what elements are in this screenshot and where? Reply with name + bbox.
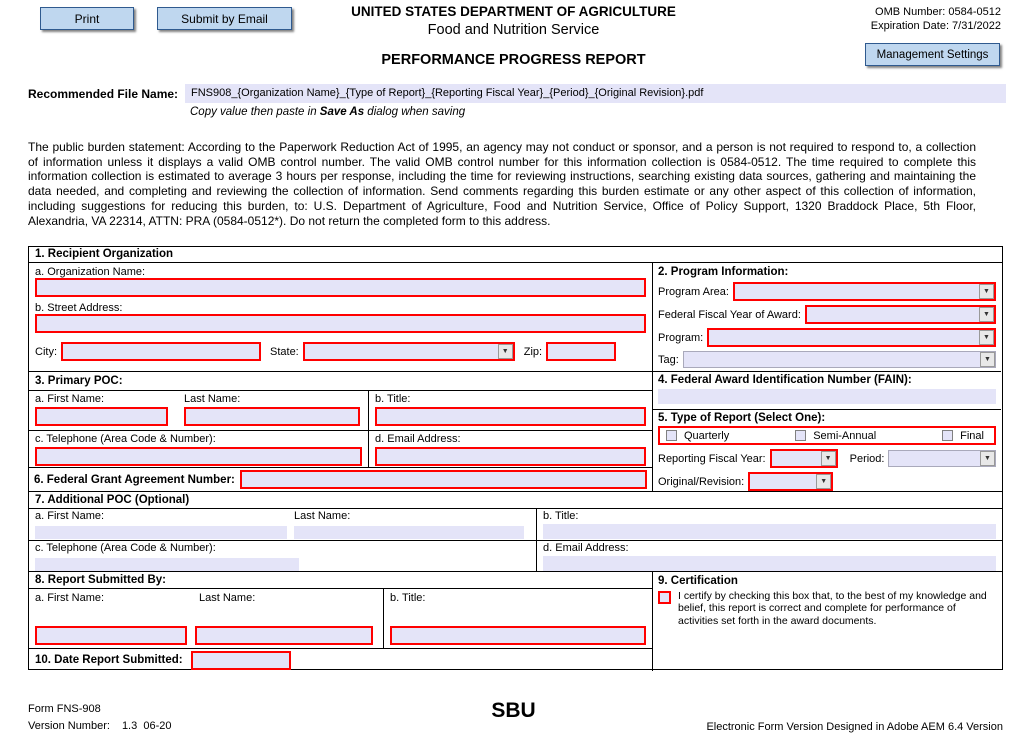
recommended-file-name-label: Recommended File Name: [28, 87, 179, 101]
bottom-left-column [29, 572, 652, 671]
section1-title: 1. Recipient Organization [29, 247, 1002, 263]
section-date-report-submitted [29, 648, 652, 671]
primary-poc-grid [29, 391, 652, 468]
program-label: Program: [658, 331, 704, 344]
section5-title: 5. Type of Report (Select One): [658, 412, 826, 424]
report-type-option-semi-annual [795, 430, 876, 442]
additional-poc-email-cell [536, 541, 1002, 572]
additional-poc-names [29, 509, 536, 540]
primary-poc-title-row [369, 391, 652, 431]
addl-last-name-input[interactable] [294, 526, 524, 539]
section7-title: 7. Additional POC (Optional) [29, 492, 1002, 509]
reporting-fiscal-year-label: Reporting Fiscal Year: [658, 452, 766, 465]
program-area-row [658, 282, 996, 301]
semi-annual-checkbox[interactable] [795, 430, 806, 441]
program-select[interactable] [707, 328, 996, 347]
form-number: Form FNS-908 [28, 703, 101, 715]
section-type-of-report [653, 409, 1001, 491]
period-label: Period: [849, 452, 885, 465]
chevron-down-icon: ▼ [980, 451, 995, 466]
original-revision-label: Original/Revision: [658, 475, 745, 488]
section-recipient-organization [29, 263, 652, 371]
addl-first-name-label: a. First Name: [35, 510, 105, 522]
chevron-down-icon: ▼ [979, 307, 994, 322]
additional-poc-title-cell [536, 509, 1002, 540]
program-area-label: Program Area: [658, 285, 729, 298]
expiration-date: Expiration Date: 7/31/2022 [870, 20, 1001, 32]
form-title: PERFORMANCE PROGRESS REPORT [381, 52, 646, 68]
certification-row [658, 590, 997, 627]
section4-title: 4. Federal Award Identification Number (FAIN): [658, 374, 912, 386]
management-settings-button[interactable]: Management Settings [865, 43, 1000, 66]
omb-number: OMB Number: 0584-0512 [875, 6, 1001, 18]
poc-email-label: d. Email Address: [375, 433, 461, 445]
section2-title: 2. Program Information: [658, 266, 789, 278]
semi-annual-label: Semi-Annual [813, 429, 877, 442]
agency-subtitle: Food and Nutrition Service [427, 22, 600, 38]
chevron-down-icon: ▼ [498, 344, 513, 359]
original-revision-row [658, 472, 996, 491]
certification-text: I certify by checking this box that, to the best of my knowledge and belief, this report is correct and complete for performance of activities set forth in the award documents. [678, 590, 987, 627]
report-type-option-final [942, 430, 984, 442]
chevron-down-icon: ▼ [979, 330, 994, 345]
submitter-title-input[interactable] [390, 626, 646, 645]
section3-title: 3. Primary POC: [29, 372, 652, 391]
tag-select[interactable] [683, 351, 996, 368]
poc-title-label: b. Title: [375, 393, 411, 405]
quarterly-checkbox[interactable] [666, 430, 677, 441]
section-fain [653, 371, 1001, 409]
report-type-options-group [658, 426, 996, 445]
submitter-first-name-input[interactable] [35, 626, 187, 645]
print-button[interactable]: Print [40, 7, 134, 30]
addl-email-input[interactable] [543, 556, 996, 571]
chevron-down-icon: ▼ [816, 474, 831, 489]
addl-first-name-input[interactable] [35, 526, 287, 539]
primary-poc-title-email [368, 391, 652, 468]
section-certification [652, 572, 1002, 671]
report-type-option-quarterly [666, 430, 729, 442]
poc-first-name-input[interactable] [35, 407, 168, 426]
state-label: State: [270, 345, 299, 358]
certification-checkbox[interactable] [658, 591, 671, 604]
right-column [652, 263, 1001, 491]
version-label: Version Number: [28, 720, 110, 732]
section-primary-poc [29, 371, 652, 467]
additional-poc-phone-cell [29, 541, 536, 572]
city-label: City: [35, 345, 57, 358]
section6-title: 6. Federal Grant Agreement Number: [34, 473, 235, 486]
hint-save-as: Save As [319, 106, 365, 118]
final-checkbox[interactable] [942, 430, 953, 441]
addl-title-input[interactable] [543, 524, 996, 539]
file-name-hint [190, 106, 465, 118]
section9-title: 9. Certification [658, 575, 738, 587]
section-grant-agreement-number [29, 467, 652, 491]
submitted-by-body [29, 589, 652, 648]
burden-statement: The public burden statement: According to the Paperwork Reduction Act of 1995, an agency may not conduct or sponsor, and a person is not required to respond to, a collection of information unless it displays a valid OMB control number. The valid OMB control number for this information collection is 0584-0512. The time required to complete this information collection is estimated to average 3 hours per response, including the time for reviewing instructions, searching existing data sources, gathering and maintaining the data needed, and completing and reviewing the collection of information. Send comments regarding this burden estimate or any other aspect of this collection of information, including suggestions for reducing this burden, to: U.S. Department of Agriculture, Food and Nutrition Service, Office of Policy Support, 1320 Braddock Place, 5th Floor, Alexandria, VA 22314, ATTN: PRA (0584-0512*). Do not return the completed form to this address. [28, 140, 976, 228]
addl-phone-label: c. Telephone (Area Code & Number): [35, 542, 216, 554]
poc-phone-input[interactable] [35, 447, 362, 466]
poc-email-input[interactable] [375, 447, 646, 466]
agency-name: UNITED STATES DEPARTMENT OF AGRICULTURE [351, 4, 676, 19]
addl-last-name-label: Last Name: [294, 510, 351, 522]
hint-prefix: Copy value then paste in [190, 106, 320, 118]
grant-agreement-number-input[interactable] [240, 470, 647, 489]
section8-title: 8. Report Submitted By: [29, 572, 652, 589]
section-additional-poc [29, 491, 1002, 571]
fain-input[interactable] [658, 389, 996, 404]
additional-poc-phone-row [29, 540, 1002, 572]
omb-info [871, 5, 1001, 33]
original-revision-select[interactable] [748, 472, 833, 491]
poc-first-name-label: a. First Name: [35, 393, 105, 405]
submitted-by-names [29, 589, 383, 648]
fiscal-year-of-award-select[interactable] [805, 305, 996, 324]
submit-by-email-button[interactable]: Submit by Email [157, 7, 292, 30]
section-program-information [653, 263, 1001, 371]
org-name-label: a. Organization Name: [35, 266, 146, 278]
version-value: 1.3 06-20 [121, 720, 172, 732]
submitter-first-name-label: a. First Name: [35, 592, 105, 604]
submitted-by-title-cell [383, 589, 652, 648]
zip-input[interactable] [546, 342, 616, 361]
quarterly-label: Quarterly [684, 429, 730, 442]
program-row [658, 328, 996, 347]
upper-grid [29, 263, 1002, 491]
tag-row [658, 351, 996, 368]
chevron-down-icon: ▼ [980, 352, 995, 367]
addl-title-label: b. Title: [543, 510, 579, 522]
chevron-down-icon: ▼ [821, 451, 836, 466]
poc-last-name-label: Last Name: [184, 393, 241, 405]
program-area-select[interactable] [733, 282, 996, 301]
primary-poc-name-row [29, 391, 368, 431]
addl-email-label: d. Email Address: [543, 542, 629, 554]
zip-label: Zip: [523, 345, 543, 358]
organization-name-input[interactable] [35, 278, 646, 297]
addl-phone-input[interactable] [35, 558, 299, 571]
chevron-down-icon: ▼ [979, 284, 994, 299]
recommended-file-name-field[interactable]: FNS908_{Organization Name}_{Type of Report}_{Reporting Fiscal Year}_{Period}_{Original Revision}.pdf [185, 84, 1006, 103]
reporting-fiscal-year-row [658, 449, 996, 468]
form-table [28, 246, 1003, 670]
fiscal-year-of-award-row [658, 305, 996, 324]
section-report-submitted-by [29, 572, 652, 648]
submitted-by-name-labels [35, 592, 377, 604]
poc-title-input[interactable] [375, 407, 646, 426]
tag-label: Tag: [658, 353, 679, 366]
city-state-zip-row [35, 342, 646, 361]
classification-marking: SBU [491, 699, 536, 722]
poc-last-name-input[interactable] [184, 407, 360, 426]
submitter-last-name-label: Last Name: [199, 592, 256, 604]
street-address-input[interactable] [35, 314, 646, 333]
hint-suffix: dialog when saving [364, 106, 466, 118]
fiscal-year-of-award-label: Federal Fiscal Year of Award: [658, 308, 801, 321]
primary-poc-phone-row [29, 431, 368, 468]
street-address-label: b. Street Address: [35, 302, 123, 314]
bottom-grid [29, 571, 1002, 671]
left-column [29, 263, 652, 491]
additional-poc-name-row [29, 509, 1002, 540]
primary-poc-email-row [369, 431, 652, 468]
city-input[interactable] [61, 342, 261, 361]
date-report-submitted-input[interactable] [191, 651, 291, 670]
submitter-last-name-input[interactable] [195, 626, 373, 645]
section10-title: 10. Date Report Submitted: [35, 654, 183, 666]
primary-poc-names [29, 391, 368, 468]
final-label: Final [960, 429, 984, 442]
state-select[interactable] [303, 342, 515, 361]
poc-phone-label: c. Telephone (Area Code & Number): [35, 433, 216, 445]
submitted-by-name-inputs [35, 626, 377, 645]
reporting-fiscal-year-select[interactable] [770, 449, 838, 468]
designed-note: Electronic Form Version Designed in Adobe AEM 6.4 Version [706, 721, 1003, 733]
submitter-title-label: b. Title: [390, 592, 426, 604]
period-select[interactable] [888, 450, 996, 467]
